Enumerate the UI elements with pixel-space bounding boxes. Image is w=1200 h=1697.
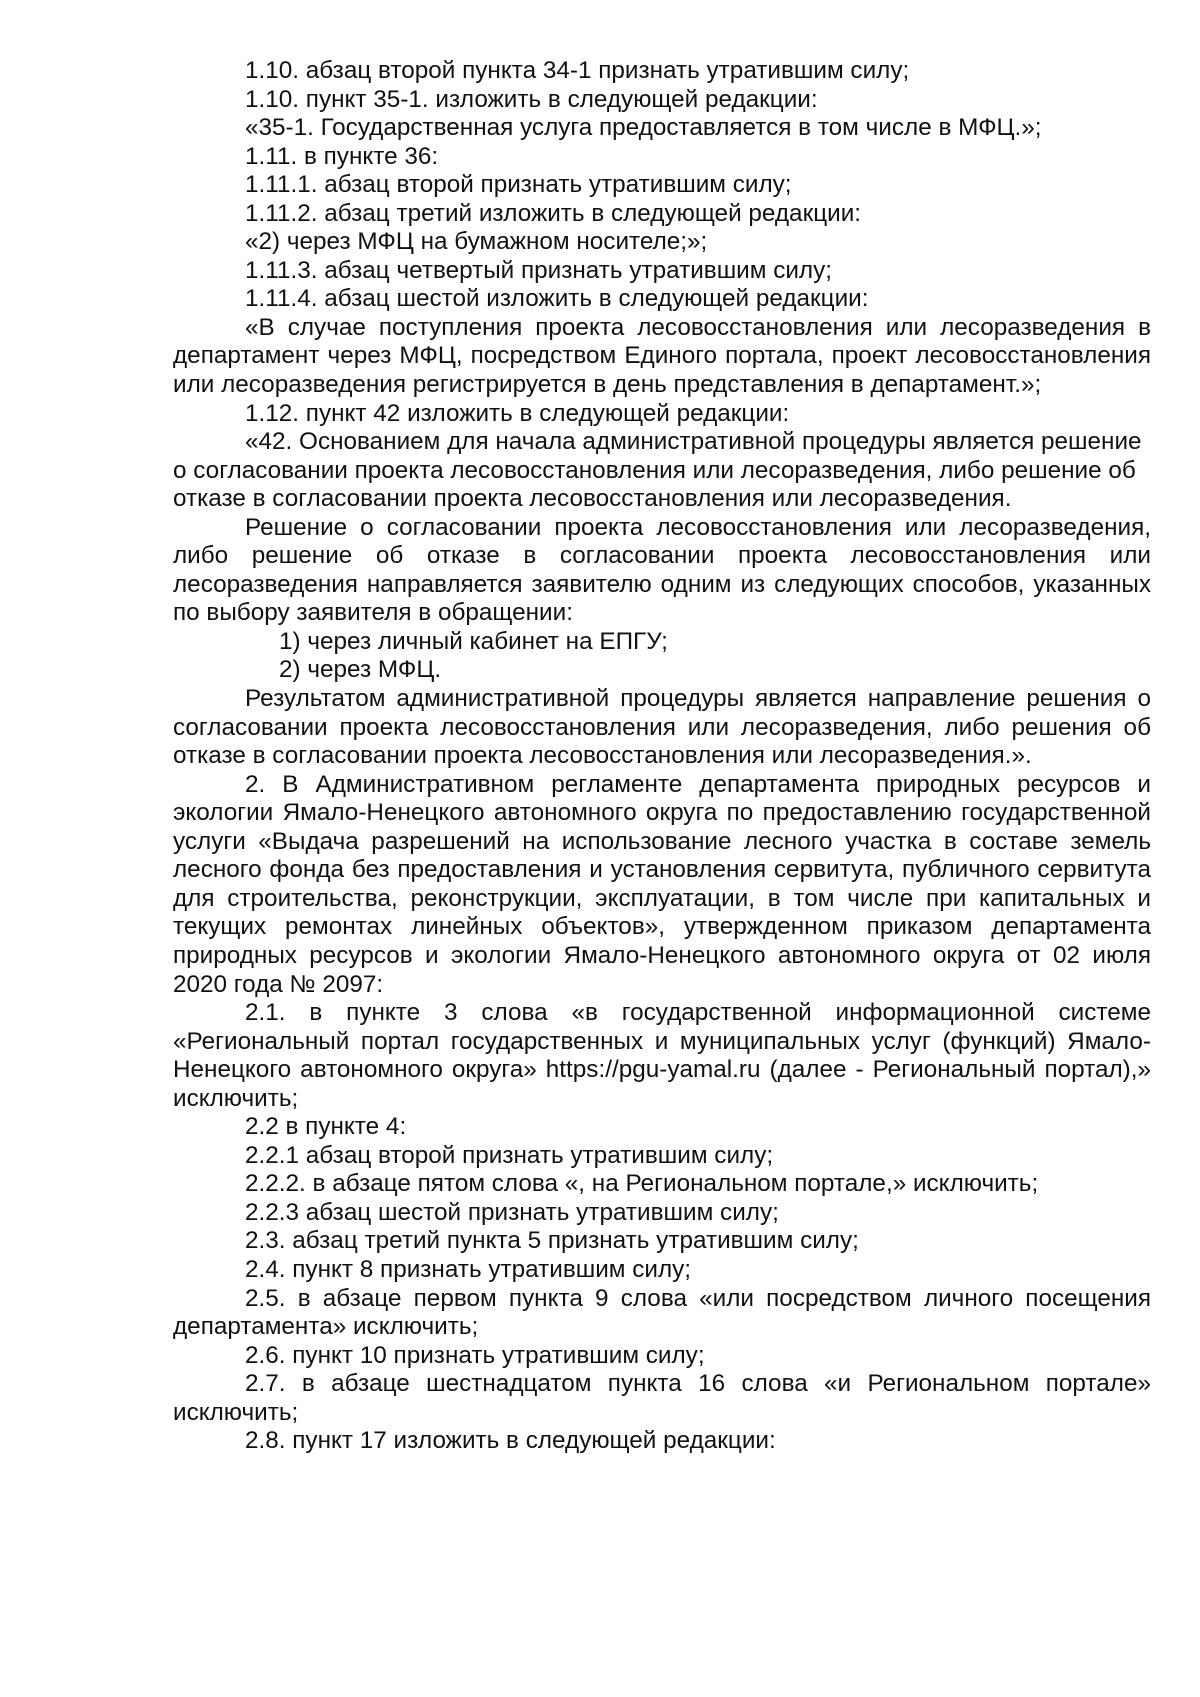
paragraph: 2. В Административном регламенте департамента природных ресурсов и экологии Ямало-Ненецкого автономного округа по предоставлению государственной услуги «Выдача разрешений на использование лесного участка в составе земель лесного фонда без предоставления и установления сервитута, публичного сервитута для строительства, реконструкции, эксплуатации, в том числе при капитальных и текущих ремонтах линейных объектов», утвержденном приказом департамента природных ресурсов и экологии Ямало-Ненецкого автономного округа от 02 июля 2020 года № 2097:	[173, 770, 1151, 998]
paragraph: 1.11.4. абзац шестой изложить в следующей редакции:	[245, 285, 869, 313]
paragraph: 1.10. пункт 35-1. изложить в следующей редакции:	[245, 85, 818, 113]
paragraph: Решение о согласовании проекта лесовосстановления или лесоразведения, либо решение об отказе в согласовании проекта лесовосстановления или лесоразведения направляется заявителю одним из следующих способов, указанных по выбору заявителя в обращении:	[173, 513, 1151, 627]
paragraph: 1.11.3. абзац четвертый признать утратившим силу;	[245, 256, 833, 284]
paragraph: 2.3. абзац третий пункта 5 признать утратившим силу;	[245, 1227, 859, 1255]
paragraph: «В случае поступления проекта лесовосстановления или лесоразведения в департамент через МФЦ, посредством Единого портала, проект лесовосстановления или лесоразведения регистрируется в день представления в департамент.»;	[173, 313, 1151, 399]
paragraph: 2.2.1 абзац второй признать утратившим силу;	[245, 1141, 774, 1169]
paragraph: «35-1. Государственная услуга предоставляется в том числе в МФЦ.»;	[245, 114, 1042, 142]
paragraph: 1.12. пункт 42 изложить в следующей редакции:	[245, 399, 790, 427]
paragraph: 1.11.1. абзац второй признать утратившим силу;	[245, 171, 792, 199]
paragraph: 2.4. пункт 8 признать утратившим силу;	[245, 1255, 692, 1283]
paragraph: 1) через личный кабинет на ЕПГУ;	[279, 627, 668, 655]
paragraph: 2.8. пункт 17 изложить в следующей редакции:	[245, 1427, 776, 1455]
paragraph: 2.7. в абзаце шестнадцатом пункта 16 слова «и Региональном портале» исключить;	[173, 1370, 1151, 1426]
paragraph: 1.11. в пункте 36:	[245, 142, 439, 170]
paragraph: 2.2 в пункте 4:	[245, 1113, 407, 1141]
paragraph: 2.5. в абзаце первом пункта 9 слова «или посредством личного посещения департамента» исключить;	[173, 1284, 1151, 1341]
paragraph: 2) через МФЦ.	[279, 656, 442, 684]
paragraph: «42. Основанием для начала административной процедуры является решение о согласовании проекта лесовосстановления или лесоразведения, либо решение об отказе в согласовании проекта лесовосстановления или лесоразведения.	[173, 428, 1142, 513]
paragraph: 2.2.3 абзац шестой признать утратившим силу;	[245, 1198, 779, 1226]
document-body	[173, 57, 1151, 1456]
paragraph: Результатом административной процедуры является направление решения о согласовании проекта лесовосстановления или лесоразведения, либо решения об отказе в согласовании проекта лесовосстановления или лесоразведения.».	[173, 685, 1151, 770]
paragraph: 1.11.2. абзац третий изложить в следующей редакции:	[245, 199, 862, 227]
paragraph: 1.10. абзац второй пункта 34-1 признать утратившим силу;	[245, 57, 910, 84]
paragraph: «2) через МФЦ на бумажном носителе;»;	[245, 228, 708, 256]
paragraph: 2.6. пункт 10 признать утратившим силу;	[245, 1341, 705, 1369]
paragraph: 2.1. в пункте 3 слова «в государственной информационной системе «Региональный портал государственных и муниципальных услуг (функций) Ямало-Ненецкого автономного округа» https://pgu-yamal.ru (далее - Региональный портал),» исключить;	[173, 999, 1151, 1112]
paragraph: 2.2.2. в абзаце пятом слова «, на Региональном портале,» исключить;	[245, 1170, 1039, 1198]
